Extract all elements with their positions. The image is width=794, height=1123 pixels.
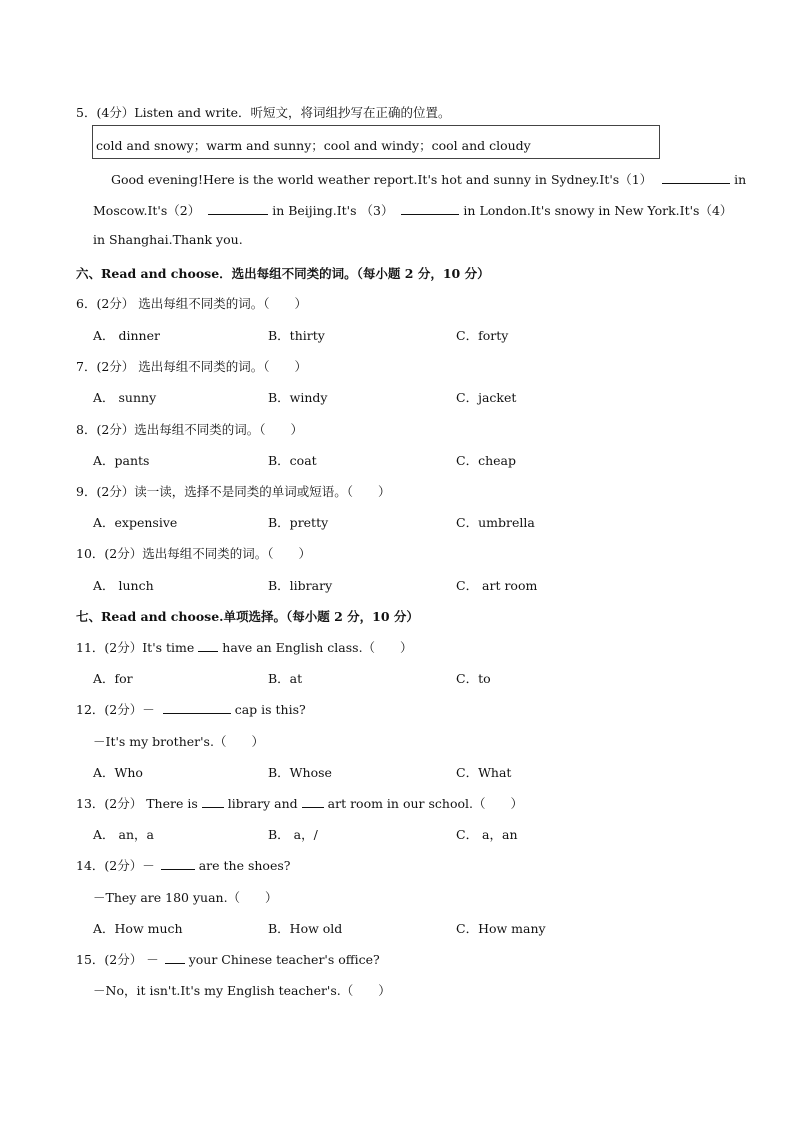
q13-option-b[interactable]: B． a，/: [268, 827, 318, 842]
q12-blank[interactable]: [163, 701, 231, 714]
q6-option-a[interactable]: A． dinner: [93, 328, 160, 343]
q14-option-c[interactable]: C．How many: [456, 921, 546, 936]
q14-stem: [76, 856, 290, 874]
q13-blank-2[interactable]: [302, 795, 324, 808]
q7-stem: 7．(2分） 选出每组不同类的词。（ ）: [76, 359, 308, 374]
q13-stem-text: art room in our school.（ ）: [327, 796, 523, 811]
q11-stem-text: have an English class.（ ）: [222, 640, 413, 655]
q11-option-b[interactable]: B．at: [268, 671, 303, 686]
q5-passage-text: in Shanghai.Thank you.: [93, 232, 243, 247]
q13-stem-text: 13．(2分） There is: [76, 796, 198, 811]
q12-response: －It's my brother's.（ ）: [93, 734, 264, 749]
q10-option-a[interactable]: A． lunch: [93, 578, 154, 593]
q5-passage-line-3: [93, 232, 243, 247]
q7-option-a[interactable]: A． sunny: [93, 390, 157, 405]
q15-blank[interactable]: [165, 951, 185, 964]
q14-stem-text: are the shoes?: [198, 858, 291, 873]
q13-option-c[interactable]: C． a，an: [456, 827, 518, 842]
q11-stem-text: 11．(2分）It's time: [76, 640, 195, 655]
q10-stem: 10．(2分）选出每组不同类的词。（ ）: [76, 546, 311, 561]
section-6-title: 六、Read and choose．选出每组不同类的词。（每小题 2 分，10 分）: [76, 266, 490, 281]
q11-stem: [76, 638, 413, 656]
q14-option-a[interactable]: A．How much: [93, 921, 183, 936]
q10-option-b[interactable]: B．library: [268, 578, 333, 593]
q7-option-b[interactable]: B．windy: [268, 390, 328, 405]
q12-option-a[interactable]: A．Who: [93, 765, 143, 780]
q6-stem: 6．(2分） 选出每组不同类的词。（ ）: [76, 296, 308, 311]
q5-passage-line-2: [93, 201, 732, 219]
q15-stem: [76, 950, 380, 968]
word-bank-box: cold and snowy；warm and sunny；cool and windy；cool and cloudy: [92, 125, 660, 159]
q13-blank-1[interactable]: [202, 795, 224, 808]
answer-blank-2[interactable]: [208, 202, 268, 215]
section-7-title: 七、Read and choose.单项选择。（每小题 2 分，10 分）: [76, 609, 419, 624]
q15-stem-text: your Chinese teacher's office?: [188, 952, 380, 967]
answer-blank-3[interactable]: [401, 202, 459, 215]
q9-option-b[interactable]: B．pretty: [268, 515, 329, 530]
q13-stem-text: library and: [227, 796, 298, 811]
q11-option-a[interactable]: A．for: [93, 671, 133, 686]
q6-option-c[interactable]: C．forty: [456, 328, 509, 343]
q8-option-a[interactable]: A．pants: [93, 453, 150, 468]
q9-stem: 9．(2分）读一读，选择不是同类的单词或短语。（ ）: [76, 484, 391, 499]
q5-passage-text: Good evening!Here is the world weather report.It's hot and sunny in Sydney.It's（1）: [111, 172, 653, 187]
q12-option-b[interactable]: B．Whose: [268, 765, 332, 780]
q5-passage-line-1: [111, 170, 746, 188]
q12-stem: [76, 700, 306, 718]
q12-option-c[interactable]: C．What: [456, 765, 512, 780]
q5-header: 5．(4分）Listen and write．听短文，将词组抄写在正确的位置。: [76, 105, 451, 120]
q11-option-c[interactable]: C．to: [456, 671, 491, 686]
q14-stem-text: 14．(2分）－: [76, 858, 155, 873]
q13-stem: [76, 794, 523, 812]
q9-option-a[interactable]: A．expensive: [93, 515, 178, 530]
q15-stem-text: 15．(2分） －: [76, 952, 159, 967]
q7-option-c[interactable]: C．jacket: [456, 390, 517, 405]
q11-blank[interactable]: [198, 639, 218, 652]
q8-option-b[interactable]: B．coat: [268, 453, 317, 468]
q14-blank[interactable]: [161, 857, 195, 870]
answer-blank-1[interactable]: [662, 171, 730, 184]
q5-passage-text: in Beijing.It's （3）: [272, 203, 394, 218]
q8-stem: 8．(2分）选出每组不同类的词。（ ）: [76, 422, 304, 437]
q15-response: －No，it isn't.It's my English teacher's.（ ）: [93, 983, 391, 998]
q5-passage-text: in: [734, 172, 747, 187]
q14-response: －They are 180 yuan.（ ）: [93, 890, 278, 905]
q14-option-b[interactable]: B．How old: [268, 921, 343, 936]
q6-option-b[interactable]: B．thirty: [268, 328, 325, 343]
q12-stem-text: 12．(2分）－: [76, 702, 155, 717]
q10-option-c[interactable]: C． art room: [456, 578, 538, 593]
q8-option-c[interactable]: C．cheap: [456, 453, 516, 468]
q13-option-a[interactable]: A． an，a: [93, 827, 154, 842]
q5-passage-text: Moscow.It's（2）: [93, 203, 201, 218]
q5-passage-text: in London.It's snowy in New York.It's（4）: [463, 203, 733, 218]
q9-option-c[interactable]: C．umbrella: [456, 515, 535, 530]
q12-stem-text: cap is this?: [234, 702, 306, 717]
